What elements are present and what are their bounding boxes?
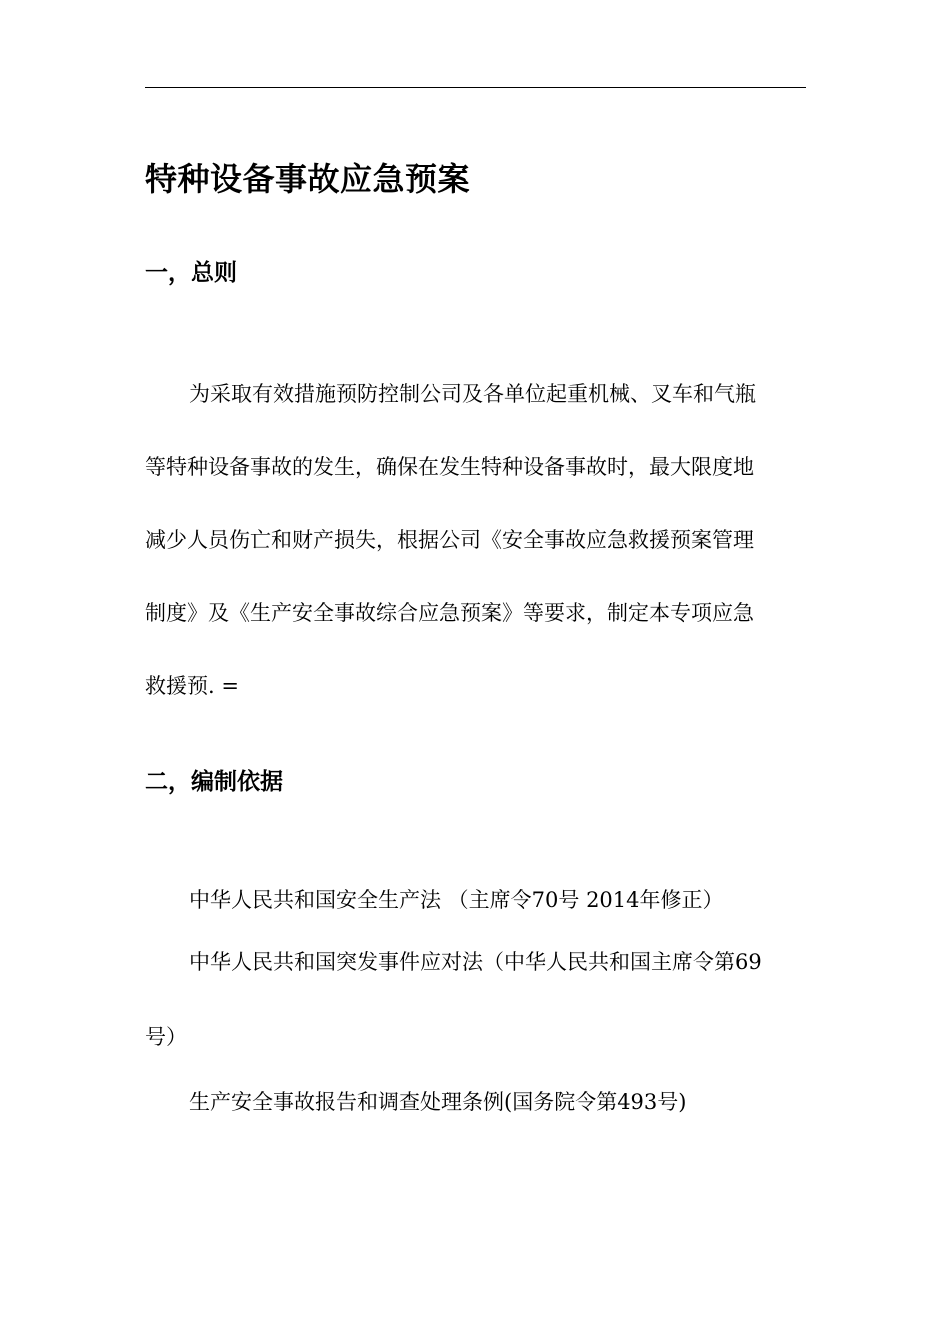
basis-item [145, 1082, 686, 1122]
basis-item [145, 942, 762, 982]
section-heading-general: 一，总则 [145, 260, 237, 286]
basis-item-continuation [145, 1017, 187, 1057]
header-rule [145, 87, 806, 88]
paragraph-line: 为采取有效措施预防控制公司及各单位起重机械、叉车和气瓶 [189, 382, 756, 406]
paragraph-line: 救援预. = [145, 674, 239, 698]
section-heading-basis: 二，编制依据 [145, 769, 283, 795]
paragraph-line: 制度》及《生产安全事故综合应急预案》等要求，制定本专项应急 [145, 601, 754, 625]
basis-item-text: 号） [145, 1025, 187, 1049]
general-paragraph [145, 374, 807, 739]
basis-item-text: 中华人民共和国安全生产法 （主席令70号 2014年修正） [189, 888, 724, 912]
basis-item-text: 中华人民共和国突发事件应对法（中华人民共和国主席令第69 [189, 950, 762, 974]
paragraph-line: 减少人员伤亡和财产损失，根据公司《安全事故应急救援预案管理 [145, 528, 754, 552]
paragraph-line: 等特种设备事故的发生，确保在发生特种设备事故时，最大限度地 [145, 455, 754, 479]
document-title: 特种设备事故应急预案 [145, 160, 471, 198]
basis-item-text: 生产安全事故报告和调查处理条例(国务院令第493号) [189, 1090, 687, 1114]
basis-item [145, 880, 724, 920]
